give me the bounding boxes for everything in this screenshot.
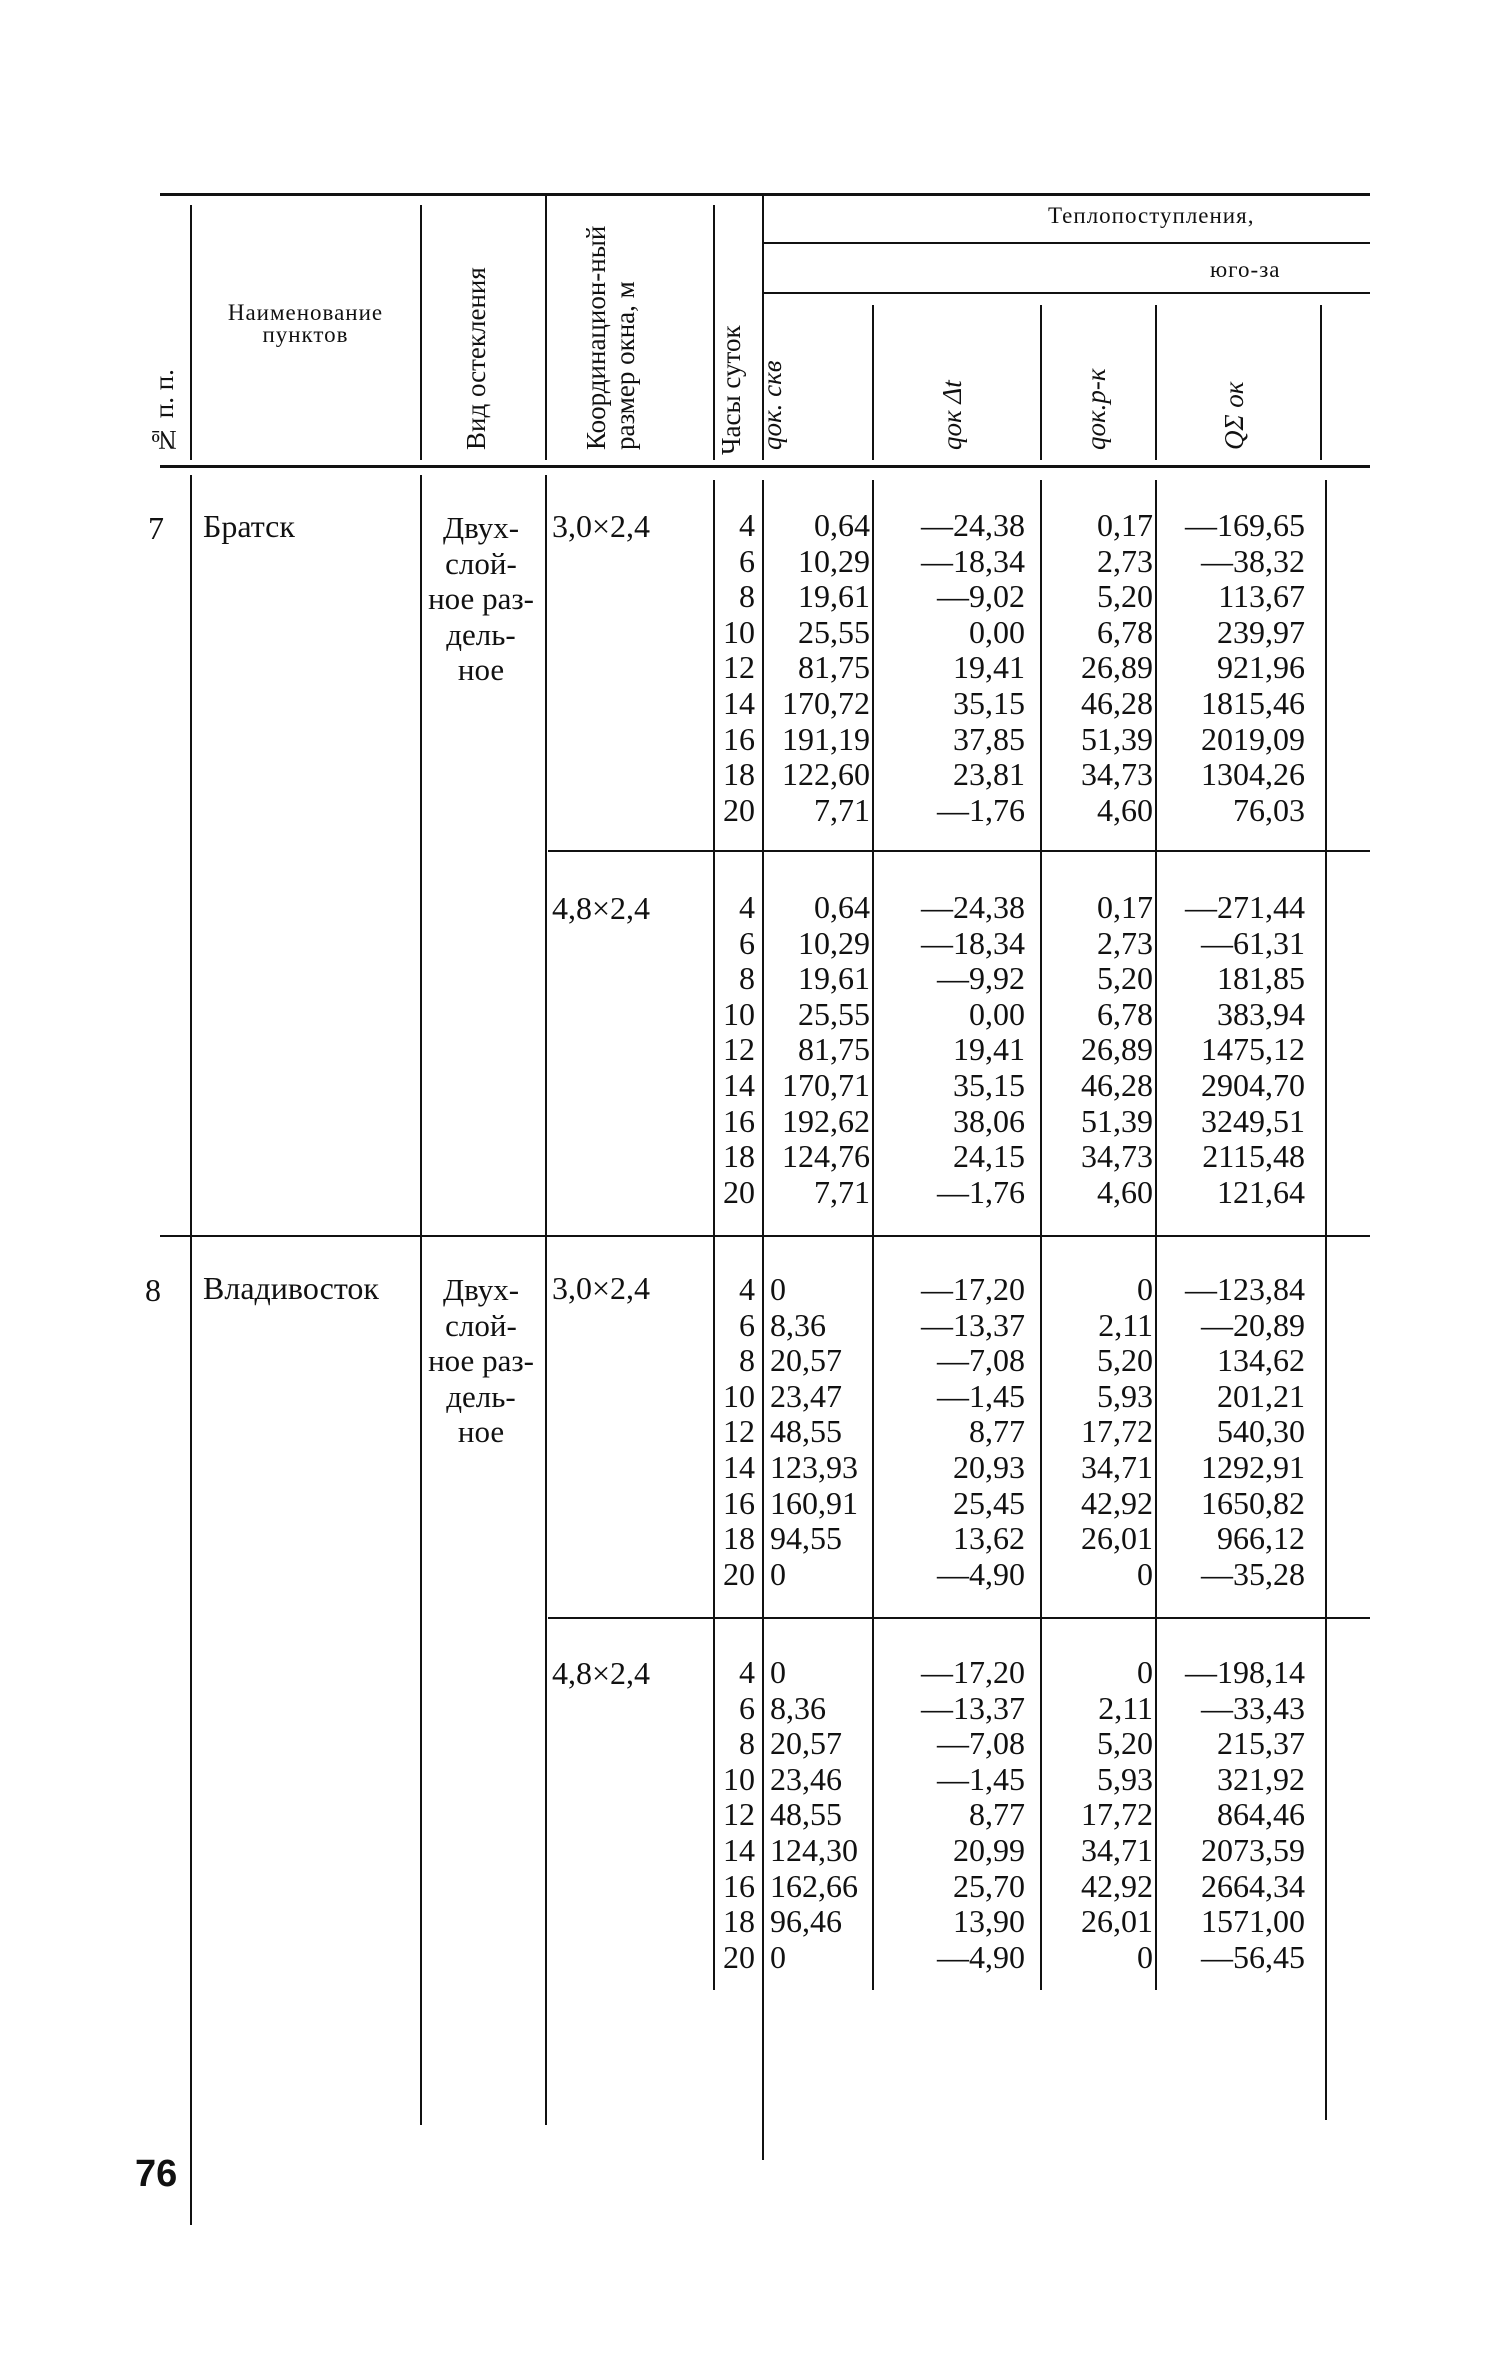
hour-cell: 4 [739, 1271, 755, 1307]
q-rk-cell: 34,71 [1081, 1448, 1153, 1485]
q-dt-cell: —9,02 [937, 578, 1025, 615]
q-sum-cell: —123,84 [1185, 1271, 1305, 1307]
q-sum-cell: 2115,48 [1202, 1138, 1305, 1175]
q-rk-column [1045, 508, 1153, 828]
hour-cell: 8 [739, 1725, 755, 1762]
q-rk-cell: 42,92 [1081, 1484, 1153, 1521]
q-sum-column [1160, 890, 1305, 1210]
q-skv-cell: 48,55 [770, 1796, 842, 1833]
glazing-type: Двух- слой- ное раз- дель- ное [428, 1272, 534, 1449]
q-dt-cell: 25,70 [953, 1867, 1025, 1904]
q-skv-cell: 19,61 [798, 960, 870, 997]
hour-cell: 20 [723, 1938, 755, 1975]
hour-cell: 4 [739, 507, 755, 543]
hour-cell: 8 [739, 578, 755, 615]
window-size: 4,8×2,4 [552, 890, 651, 926]
q-dt-cell: —9,92 [937, 960, 1025, 997]
hour-cell: 10 [723, 1377, 755, 1414]
header-vline-7 [1040, 305, 1042, 460]
q-dt-cell: 19,41 [953, 1031, 1025, 1068]
hour-cell: 6 [739, 542, 755, 579]
col-q-rk-header: qок.р-к [1081, 368, 1111, 450]
hour-cell: 10 [723, 995, 755, 1032]
q-dt-cell: 8,77 [969, 1796, 1025, 1833]
q-sum-cell: 134,62 [1217, 1342, 1305, 1379]
hour-cell: 8 [739, 1342, 755, 1379]
q-skv-column [770, 508, 870, 828]
page-number: 76 [135, 2153, 178, 2195]
q-dt-cell: 25,45 [953, 1484, 1025, 1521]
q-rk-cell: 17,72 [1081, 1796, 1153, 1833]
q-dt-cell: 35,15 [953, 684, 1025, 721]
q-dt-cell: —24,38 [921, 889, 1025, 925]
q-dt-cell: —1,76 [937, 1173, 1025, 1210]
q-dt-cell: —1,45 [937, 1760, 1025, 1797]
block-separator-7 [548, 850, 1370, 852]
q-skv-cell: 122,60 [782, 756, 870, 793]
q-dt-cell: —7,08 [937, 1342, 1025, 1379]
q-dt-cell: —4,90 [937, 1555, 1025, 1592]
q-dt-cell: —24,38 [921, 507, 1025, 543]
hour-cell: 4 [739, 1654, 755, 1690]
q-dt-cell: 23,81 [953, 756, 1025, 793]
q-skv-cell: 192,62 [782, 1102, 870, 1139]
hour-cell: 18 [723, 756, 755, 793]
q-sum-cell: 2664,34 [1201, 1867, 1305, 1904]
window-size: 4,8×2,4 [552, 1655, 651, 1691]
glazing-type: Двух- слой- ное раз- дель- ное [428, 510, 534, 687]
station-number: 8 [145, 1272, 161, 1308]
hour-cell: 20 [723, 791, 755, 828]
q-skv-cell: 124,30 [770, 1831, 858, 1868]
q-rk-column [1045, 1655, 1153, 1975]
q-sum-cell: 181,85 [1217, 960, 1305, 997]
hour-cell: 6 [739, 1306, 755, 1343]
q-skv-cell: 7,71 [814, 791, 870, 828]
col-hours-header: Часы суток [716, 325, 746, 455]
q-sum-cell: 113,67 [1218, 578, 1305, 615]
q-dt-cell: 19,41 [953, 649, 1025, 686]
q-rk-cell: 26,01 [1081, 1520, 1153, 1557]
q-dt-cell: 35,15 [953, 1066, 1025, 1103]
q-rk-cell: 0 [1137, 1555, 1153, 1592]
q-rk-cell: 42,92 [1081, 1867, 1153, 1904]
hour-cell: 12 [723, 1796, 755, 1833]
q-skv-cell: 20,57 [770, 1725, 842, 1762]
direction-label: юго-за [1210, 257, 1281, 282]
q-skv-cell: 10,29 [798, 542, 870, 579]
hour-cell: 18 [723, 1138, 755, 1175]
q-skv-cell: 191,19 [782, 720, 870, 757]
q-skv-cell: 8,36 [770, 1689, 826, 1726]
q-dt-column [880, 890, 1025, 1210]
header-vline-1 [190, 205, 192, 460]
hour-cell: 6 [739, 1689, 755, 1726]
q-dt-cell: 38,06 [953, 1102, 1025, 1139]
hour-cell: 10 [723, 1760, 755, 1797]
q-rk-cell: 5,20 [1097, 960, 1153, 997]
q-sum-cell: —33,43 [1201, 1689, 1305, 1726]
hour-cell: 8 [739, 960, 755, 997]
q-sum-column [1160, 1655, 1305, 1975]
block-separator-8 [548, 1617, 1370, 1619]
q-rk-cell: 34,71 [1081, 1831, 1153, 1868]
q-skv-cell: 123,93 [770, 1448, 858, 1485]
header-vline-6 [872, 305, 874, 460]
hour-cell: 4 [739, 889, 755, 925]
q-sum-cell: 3249,51 [1201, 1102, 1305, 1139]
q-rk-cell: 51,39 [1081, 720, 1153, 757]
q-dt-cell: —13,37 [921, 1689, 1025, 1726]
table-top-rule [160, 193, 1370, 196]
q-skv-cell: 0,64 [814, 889, 870, 925]
col-q-sum-header: QΣ ок [1219, 381, 1249, 450]
hour-cell: 16 [723, 1484, 755, 1521]
header-vline-3 [545, 195, 547, 460]
q-dt-cell: 0,00 [969, 613, 1025, 650]
col-q-skv-header: qок. скв [757, 360, 787, 450]
body-vline-name [190, 475, 192, 2225]
q-sum-cell: 383,94 [1217, 995, 1305, 1032]
hour-cell: 18 [723, 1903, 755, 1940]
q-skv-cell: 25,55 [798, 613, 870, 650]
q-rk-cell: 2,11 [1098, 1306, 1153, 1343]
q-skv-cell: 23,47 [770, 1377, 842, 1414]
q-sum-cell: 540,30 [1217, 1413, 1305, 1450]
hours-column [705, 508, 755, 828]
header-vline-9 [1320, 305, 1322, 460]
q-rk-cell: 5,20 [1097, 1342, 1153, 1379]
header-subrule-1 [762, 242, 1370, 244]
q-skv-cell: 81,75 [798, 1031, 870, 1068]
q-rk-cell: 34,73 [1081, 1138, 1153, 1175]
q-sum-cell: 1475,12 [1201, 1031, 1305, 1068]
q-dt-column [880, 508, 1025, 828]
header-vline-4 [713, 205, 715, 460]
q-skv-cell: 19,61 [798, 578, 870, 615]
q-skv-column [770, 1655, 870, 1975]
q-rk-cell: 0 [1137, 1654, 1153, 1690]
hour-cell: 20 [723, 1173, 755, 1210]
q-rk-cell: 6,78 [1097, 995, 1153, 1032]
q-sum-cell: —35,28 [1201, 1555, 1305, 1592]
q-rk-cell: 0 [1137, 1271, 1153, 1307]
q-sum-column [1160, 508, 1305, 828]
q-sum-cell: 966,12 [1217, 1520, 1305, 1557]
q-skv-cell: 160,91 [770, 1484, 858, 1521]
q-sum-cell: —169,65 [1185, 507, 1305, 543]
q-rk-cell: 2,73 [1097, 542, 1153, 579]
q-skv-cell: 170,71 [782, 1066, 870, 1103]
q-dt-cell: 20,99 [953, 1831, 1025, 1868]
col-size-header: Координацион-ный размер окна, м [581, 225, 640, 450]
q-dt-cell: 20,93 [953, 1448, 1025, 1485]
hour-cell: 20 [723, 1555, 755, 1592]
q-dt-cell: —13,37 [921, 1306, 1025, 1343]
hours-column [705, 1655, 755, 1975]
q-skv-cell: 0 [770, 1271, 786, 1307]
q-dt-cell: 24,15 [953, 1138, 1025, 1175]
q-rk-cell: 51,39 [1081, 1102, 1153, 1139]
hour-cell: 12 [723, 649, 755, 686]
q-rk-column [1045, 1272, 1153, 1592]
q-dt-cell: —7,08 [937, 1725, 1025, 1762]
hour-cell: 14 [723, 684, 755, 721]
q-rk-cell: 26,89 [1081, 1031, 1153, 1068]
q-rk-cell: 26,01 [1081, 1903, 1153, 1940]
q-dt-column [880, 1655, 1025, 1975]
q-rk-cell: 26,89 [1081, 649, 1153, 686]
q-rk-cell: 0 [1137, 1938, 1153, 1975]
hour-cell: 12 [723, 1413, 755, 1450]
q-skv-cell: 23,46 [770, 1760, 842, 1797]
q-skv-cell: 0 [770, 1654, 786, 1690]
col-num-header: № п. п. [149, 369, 179, 455]
q-rk-cell: 4,60 [1097, 1173, 1153, 1210]
hours-column [705, 890, 755, 1210]
q-dt-cell: —17,20 [921, 1271, 1025, 1307]
header-bottom-rule [160, 465, 1370, 468]
q-rk-cell: 46,28 [1081, 684, 1153, 721]
window-size: 3,0×2,4 [552, 1270, 651, 1306]
hour-cell: 14 [723, 1066, 755, 1103]
body-vline-right [1325, 480, 1327, 2120]
q-sum-cell: —61,31 [1201, 924, 1305, 961]
q-skv-cell: 0 [770, 1555, 786, 1592]
q-skv-cell: 96,46 [770, 1903, 842, 1940]
station-name: Владивосток [203, 1270, 379, 1306]
station-name: Братск [203, 508, 295, 544]
q-skv-cell: 0 [770, 1938, 786, 1975]
q-sum-cell: 215,37 [1217, 1725, 1305, 1762]
q-rk-cell: 17,72 [1081, 1413, 1153, 1450]
q-sum-cell: 121,64 [1217, 1173, 1305, 1210]
q-sum-cell: —198,14 [1185, 1654, 1305, 1690]
q-rk-column [1045, 890, 1153, 1210]
q-skv-cell: 0,64 [814, 507, 870, 543]
q-sum-cell: 2073,59 [1201, 1831, 1305, 1868]
q-rk-cell: 2,11 [1098, 1689, 1153, 1726]
q-skv-column [770, 1272, 870, 1592]
q-sum-cell: 1292,91 [1201, 1448, 1305, 1485]
q-dt-cell: —17,20 [921, 1654, 1025, 1690]
window-size: 3,0×2,4 [552, 508, 651, 544]
body-vline-size [545, 475, 547, 2125]
q-skv-cell: 170,72 [782, 684, 870, 721]
col-name-header: Наименование пунктов [227, 300, 384, 347]
hour-cell: 10 [723, 613, 755, 650]
hour-cell: 14 [723, 1448, 755, 1485]
q-skv-cell: 48,55 [770, 1413, 842, 1450]
col-glazing-header: Вид остекления [461, 267, 491, 450]
q-skv-cell: 8,36 [770, 1306, 826, 1343]
q-sum-cell: 239,97 [1217, 613, 1305, 650]
q-dt-cell: —1,45 [937, 1377, 1025, 1414]
hour-cell: 12 [723, 1031, 755, 1068]
body-vline-glazing [420, 475, 422, 2125]
hour-cell: 14 [723, 1831, 755, 1868]
q-sum-cell: —38,32 [1201, 542, 1305, 579]
q-sum-cell: —56,45 [1201, 1938, 1305, 1975]
q-sum-cell: 201,21 [1217, 1377, 1305, 1414]
q-rk-cell: 5,20 [1097, 1725, 1153, 1762]
q-rk-cell: 5,93 [1097, 1760, 1153, 1797]
hour-cell: 16 [723, 1102, 755, 1139]
hour-cell: 18 [723, 1520, 755, 1557]
col-q-dt-header: qок Δt [937, 380, 967, 450]
q-rk-cell: 2,73 [1097, 924, 1153, 961]
header-vline-8 [1155, 305, 1157, 460]
q-sum-column [1160, 1272, 1305, 1592]
q-sum-cell: 864,46 [1217, 1796, 1305, 1833]
q-rk-cell: 5,20 [1097, 578, 1153, 615]
hour-cell: 6 [739, 924, 755, 961]
heat-gain-title: Теплопоступления, [1048, 203, 1255, 228]
q-skv-cell: 94,55 [770, 1520, 842, 1557]
q-sum-cell: 2904,70 [1201, 1066, 1305, 1103]
q-skv-cell: 162,66 [770, 1867, 858, 1904]
q-skv-column [770, 890, 870, 1210]
q-rk-cell: 34,73 [1081, 756, 1153, 793]
station-number: 7 [148, 510, 164, 546]
q-dt-cell: 37,85 [953, 720, 1025, 757]
q-skv-cell: 7,71 [814, 1173, 870, 1210]
q-dt-cell: —1,76 [937, 791, 1025, 828]
q-sum-cell: 76,03 [1233, 791, 1305, 828]
q-skv-cell: 25,55 [798, 995, 870, 1032]
header-subrule-2 [762, 292, 1370, 294]
q-rk-cell: 0,17 [1097, 507, 1153, 543]
q-sum-cell: —271,44 [1185, 889, 1305, 925]
station-separator [160, 1235, 1370, 1237]
q-rk-cell: 5,93 [1097, 1377, 1153, 1414]
q-sum-cell: 921,96 [1217, 649, 1305, 686]
q-dt-cell: 13,90 [953, 1903, 1025, 1940]
q-dt-cell: 0,00 [969, 995, 1025, 1032]
body-vline-skv [762, 480, 764, 2160]
q-skv-cell: 81,75 [798, 649, 870, 686]
q-dt-cell: —18,34 [921, 542, 1025, 579]
q-sum-cell: 321,92 [1217, 1760, 1305, 1797]
q-rk-cell: 4,60 [1097, 791, 1153, 828]
q-sum-cell: 1815,46 [1201, 684, 1305, 721]
hours-column [705, 1272, 755, 1592]
header-vline-2 [420, 205, 422, 460]
q-dt-cell: 8,77 [969, 1413, 1025, 1450]
q-rk-cell: 46,28 [1081, 1066, 1153, 1103]
q-dt-cell: —18,34 [921, 924, 1025, 961]
q-sum-cell: 1571,00 [1201, 1903, 1305, 1940]
hour-cell: 16 [723, 720, 755, 757]
q-dt-cell: —4,90 [937, 1938, 1025, 1975]
q-sum-cell: —20,89 [1201, 1306, 1305, 1343]
hour-cell: 16 [723, 1867, 755, 1904]
q-sum-cell: 1650,82 [1201, 1484, 1305, 1521]
q-sum-cell: 1304,26 [1201, 756, 1305, 793]
q-dt-column [880, 1272, 1025, 1592]
q-skv-cell: 124,76 [782, 1138, 870, 1175]
q-dt-cell: 13,62 [953, 1520, 1025, 1557]
q-sum-cell: 2019,09 [1201, 720, 1305, 757]
q-skv-cell: 10,29 [798, 924, 870, 961]
q-rk-cell: 6,78 [1097, 613, 1153, 650]
q-rk-cell: 0,17 [1097, 889, 1153, 925]
q-skv-cell: 20,57 [770, 1342, 842, 1379]
